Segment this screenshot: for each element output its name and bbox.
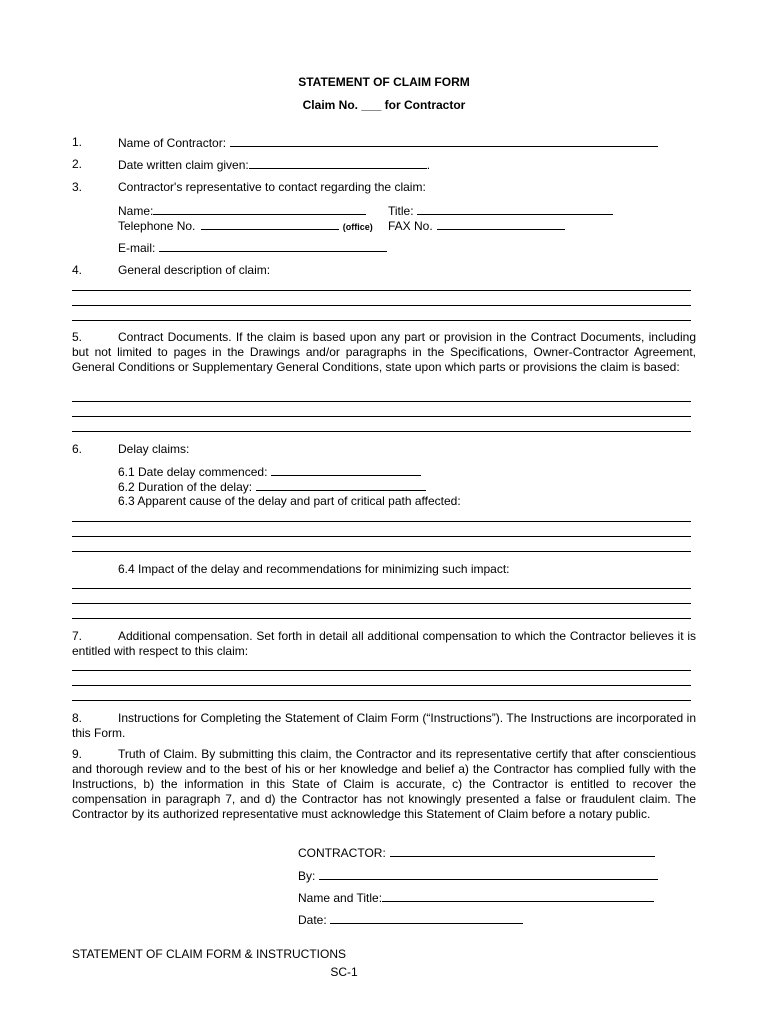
contractor-name-label: Name of Contractor:: [118, 136, 227, 150]
claim-date-label: Date written claim given:: [118, 158, 249, 172]
rep-name-label: Name:: [118, 204, 154, 218]
item-number: 6.: [72, 442, 83, 456]
item-number: 8.: [72, 711, 83, 725]
instructions-text: Instructions for Completing the Statement of Claim Form (“Instructions”). The Instructions are incorporated in this Form.: [72, 711, 696, 740]
description-line[interactable]: [72, 320, 691, 321]
delay-cause-line[interactable]: [72, 551, 691, 552]
name-title-line: [382, 890, 654, 902]
compensation-line[interactable]: [72, 670, 691, 671]
fax-label: FAX No.: [388, 219, 433, 233]
by-field[interactable]: [298, 868, 658, 884]
page-number: SC-1: [330, 965, 358, 979]
email-label: E-mail:: [118, 241, 156, 255]
period: .: [426, 158, 431, 172]
rep-name-field[interactable]: [118, 203, 366, 219]
truth-of-claim-paragraph: [72, 747, 696, 822]
representative-label: Contractor's representative to contact regarding the claim:: [118, 180, 426, 194]
form-title: STATEMENT OF CLAIM FORM: [298, 75, 470, 89]
delay-impact-label: 6.4 Impact of the delay and recommendations for minimizing such impact:: [118, 562, 510, 576]
delay-impact-line[interactable]: [72, 618, 691, 619]
contract-documents-text: Contract Documents. If the claim is based upon any part or provision in the Contract Documents, including but not limited to pages in the Drawings and/or paragraphs in the Specifications, Owner-Contractor Agreement, General Conditions or Supplementary General Conditions, state upon which parts or provisions the claim is based:: [72, 330, 696, 374]
item-number: 2.: [72, 157, 83, 171]
name-title-field[interactable]: [298, 890, 654, 906]
contractor-signature-field[interactable]: [298, 845, 655, 861]
instructions-paragraph: [72, 711, 696, 741]
contractor-name-line: [230, 135, 658, 147]
delay-cause-label: 6.3 Apparent cause of the delay and part of critical path affected:: [118, 494, 461, 508]
delay-cause-line[interactable]: [72, 536, 691, 537]
office-label: (office): [342, 222, 373, 232]
delay-claims-label: Delay claims:: [118, 442, 190, 456]
claim-date-line: [249, 157, 427, 169]
item-number: 5.: [72, 330, 83, 344]
item-number: 9.: [72, 747, 83, 761]
rep-title-label: Title:: [388, 204, 414, 218]
contractor-label: CONTRACTOR:: [298, 846, 386, 860]
compensation-line[interactable]: [72, 700, 691, 701]
item-number: 4.: [72, 263, 83, 277]
delay-impact-line[interactable]: [72, 588, 691, 589]
signature-date-field[interactable]: [298, 912, 523, 928]
delay-impact-line[interactable]: [72, 603, 691, 604]
contract-documents-line[interactable]: [72, 401, 691, 402]
contract-documents-line[interactable]: [72, 416, 691, 417]
delay-duration-label: 6.2 Duration of the delay:: [118, 480, 253, 494]
contract-documents-line[interactable]: [72, 431, 691, 432]
rep-fax-field[interactable]: [388, 218, 565, 234]
additional-compensation-paragraph: [72, 629, 696, 659]
delay-cause-line[interactable]: [72, 521, 691, 522]
rep-title-line: [417, 203, 613, 215]
compensation-line[interactable]: [72, 685, 691, 686]
telephone-line: [201, 218, 339, 230]
additional-compensation-text: Additional compensation. Set forth in detail all additional compensation to which the Contractor believes it is entitled with respect to this claim:: [72, 629, 696, 658]
form-subtitle: Claim No. ___ for Contractor: [302, 98, 466, 112]
description-label: General description of claim:: [118, 263, 271, 277]
rep-title-field[interactable]: [388, 203, 613, 219]
delay-duration-line: [256, 479, 426, 491]
name-title-label: Name and Title:: [298, 891, 383, 905]
email-line: [159, 240, 387, 252]
description-line[interactable]: [72, 290, 691, 291]
contract-documents-paragraph: [72, 330, 696, 375]
delay-commenced-label: 6.1 Date delay commenced:: [118, 465, 268, 479]
signature-date-label: Date:: [298, 913, 327, 927]
truth-of-claim-text: Truth of Claim. By submitting this claim, the Contractor and its representative certify that after conscientious and thorough review and to the best of his or her knowledge and belief a) the Contractor has complied fully with the Instructions, b) the information in this State of Claim is accurate, c) the Contractor is entitled to recover the compensation in paragraph 7, and d) the Contractor has not knowingly presented a false or fraudulent claim. The Contractor by its authorized representative must acknowledge this Statement of Claim before a notary public.: [72, 747, 696, 821]
contractor-name-field[interactable]: [118, 135, 658, 151]
delay-commenced-line: [271, 464, 421, 476]
rep-telephone-field[interactable]: [118, 218, 373, 235]
description-line[interactable]: [72, 305, 691, 306]
fax-line: [437, 218, 565, 230]
by-line: [319, 868, 658, 880]
rep-name-line: [153, 203, 366, 215]
item-number: 3.: [72, 180, 83, 194]
telephone-label: Telephone No.: [118, 219, 196, 233]
signature-date-line: [330, 912, 523, 924]
footer-title: STATEMENT OF CLAIM FORM & INSTRUCTIONS: [72, 947, 347, 961]
item-number: 7.: [72, 629, 83, 643]
claim-date-field[interactable]: [118, 157, 430, 173]
item-number: 1.: [72, 135, 83, 149]
delay-commenced-field[interactable]: [118, 464, 421, 480]
by-label: By:: [298, 869, 316, 883]
rep-email-field[interactable]: [118, 240, 387, 256]
contractor-line: [390, 845, 655, 857]
delay-duration-field[interactable]: [118, 479, 426, 495]
